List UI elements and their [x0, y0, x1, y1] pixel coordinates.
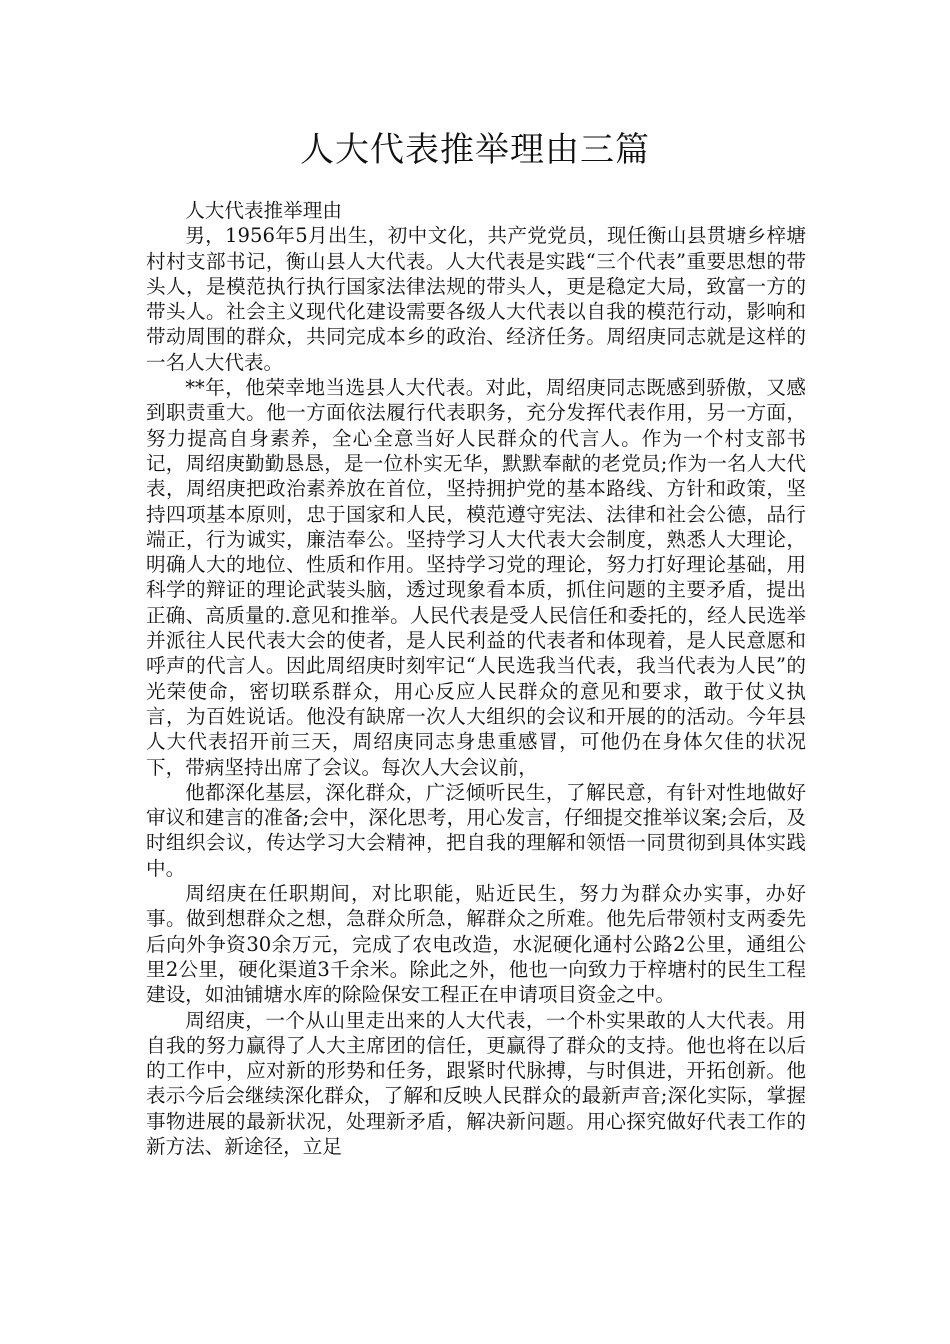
document-body [146, 198, 806, 1159]
paragraph: 周绍庚，一个从山里走出来的人大代表，一个朴实果敢的人大代表。用自我的努力赢得了人大主席团的信任，更赢得了群众的支持。他也将在以后的工作中，应对新的形势和任务，跟紧时代脉搏，与时俱进，开拓创新。他表示今后会继续深化群众，了解和反映人民群众的最新声音;深化实际，掌握事物进展的最新状况，处理新矛盾，解决新问题。用心探究做好代表工作的新方法、新途径，立足 [146, 1008, 806, 1158]
paragraph: 他都深化基层，深化群众，广泛倾听民生，了解民意，有针对性地做好审议和建言的准备;会中，深化思考，用心发言，仔细提交推举议案;会后，及时组织会议，传达学习大会精神，把自我的理解和领悟一同贯彻到具体实践中。 [146, 780, 806, 880]
document-title: 人大代表推举理由三篇 [300, 130, 650, 170]
paragraph: 男，1956年5月出生，初中文化，共产党党员，现任衡山县贯塘乡梓塘村村支部书记，衡山县人大代表。人大代表是实践“三个代表”重要思想的带头人，是模范执行执行国家法律法规的带头人，更是稳定大局，致富一方的带头人。社会主义现代化建设需要各级人大代表以自我的模范行动，影响和带动周围的群众，共同完成本乡的政治、经济任务。周绍庚同志就是这样的一名人大代表。 [146, 224, 806, 374]
paragraph: 周绍庚在任职期间，对比职能，贴近民生，努力为群众办实事，办好事。做到想群众之想，急群众所急，解群众之所难。他先后带领村支两委先后向外争资30余万元，完成了农电改造，水泥硬化通村公路2公里，通组公里2公里，硬化渠道3千余米。除此之外，他也一向致力于梓塘村的民生工程建设，如油铺塘水库的除险保安工程正在申请项目资金之中。 [146, 882, 806, 1007]
paragraph-subtitle: 人大代表推举理由 [185, 199, 342, 222]
paragraph: **年，他荣幸地当选县人大代表。对此，周绍庚同志既感到骄傲，又感到职责重大。他一方面依法履行代表职务，充分发挥代表作用，另一方面，努力提高自身素养，全心全意当好人民群众的代言人。作为一个村支部书记，周绍庚勤勤恳恳，是一位朴实无华，默默奉献的老党员;作为一名人大代表，周绍庚把政治素养放在首位，坚持拥护党的基本路线、方针和政策，坚持四项基本原则，忠于国家和人民，模范遵守宪法、法律和社会公德，品行端正，行为诚实，廉洁奉公。坚持学习人大代表大会制度，熟悉人大理论，明确人大的地位、性质和作用。坚持学习党的理论，努力打好理论基础，用科学的辩证的理论武装头脑，透过现象看本质，抓住问题的主要矛盾，提出正确、高质量的.意见和推举。人民代表是受人民信任和委托的，经人民选举并派往人民代表大会的使者，是人民利益的代表者和体现着，是人民意愿和呼声的代言人。因此周绍庚时刻牢记“人民选我当代表，我当代表为人民”的光荣使命，密切联系群众，用心反应人民群众的意见和要求，敢于仗义执言，为百姓说话。他没有缺席一次人大组织的会议和开展的的活动。今年县人大代表招开前三天，周绍庚同志身患重感冒，可他仍在身体欠佳的状况下，带病坚持出席了会议。每次人大会议前， [146, 376, 806, 779]
